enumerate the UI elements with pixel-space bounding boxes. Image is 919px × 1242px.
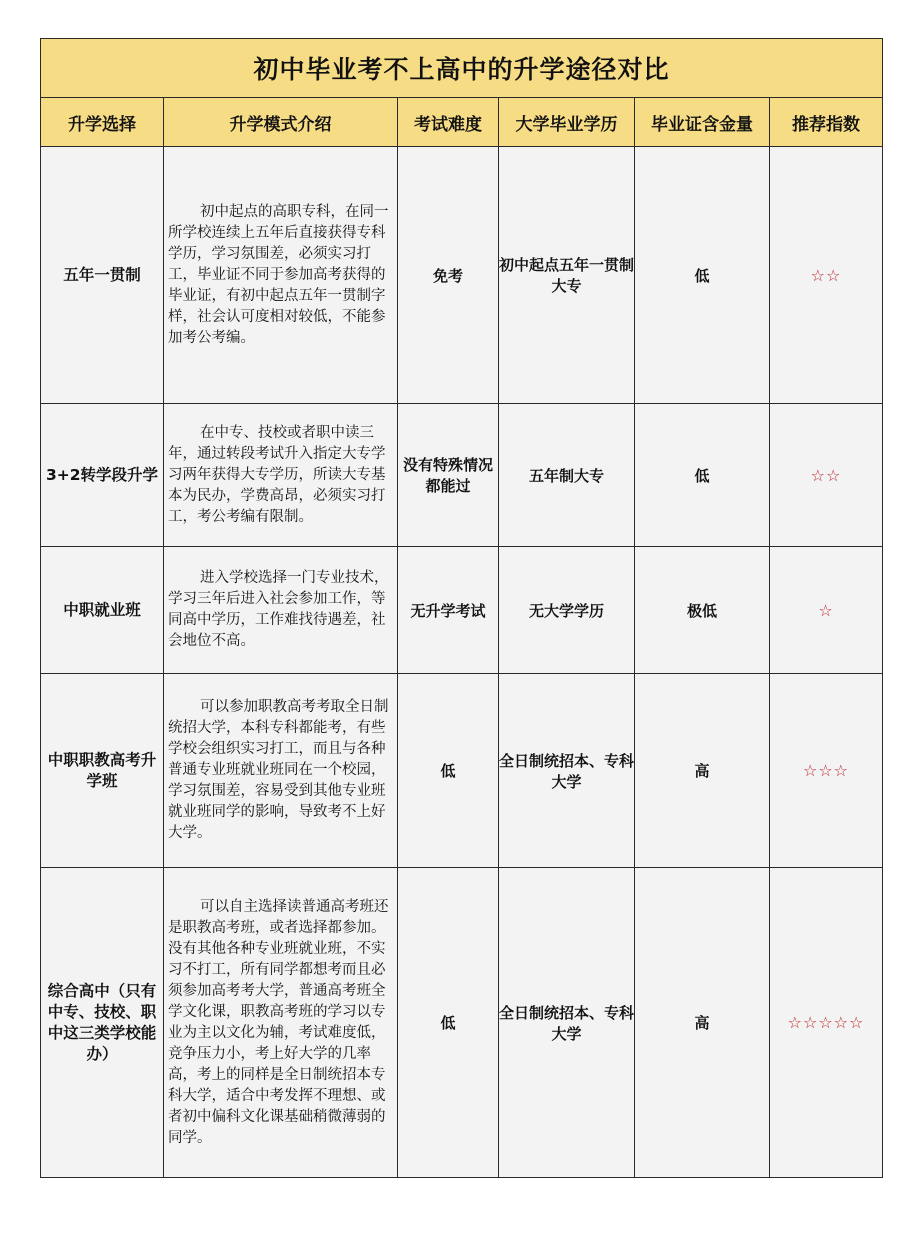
intro-text: 可以参加职教高考考取全日制统招大学，本科专科都能考，有些学校会组织实习打工，而且与各种普通专业班就业班同在一个校园，学习氛围差，容易受到其他专业班就业班同学的影响，导致考不上好大学。 [168, 699, 389, 841]
value-text: 高 [694, 762, 710, 780]
degree-text: 无大学学历 [528, 601, 604, 620]
degree-cell [499, 868, 635, 1178]
value-cell [635, 147, 770, 404]
table-row [41, 868, 883, 1178]
degree-text: 初中起点五年一贯制大专 [499, 256, 635, 295]
value-text: 高 [694, 1014, 710, 1032]
intro-cell [164, 547, 398, 674]
difficulty-text: 低 [440, 1014, 456, 1032]
choice-cell [41, 404, 164, 547]
choice-text: 综合高中（只有中专、技校、职中这三类学校能办） [47, 981, 157, 1063]
value-cell [635, 868, 770, 1178]
difficulty-cell [398, 868, 499, 1178]
value-text: 低 [694, 466, 710, 485]
table-title: 初中毕业考不上高中的升学途径对比 [41, 39, 883, 98]
header-value: 毕业证含金量 [635, 98, 770, 147]
header-row [41, 98, 883, 147]
comparison-document [40, 38, 882, 1178]
difficulty-text: 没有特殊情况都能过 [402, 456, 493, 495]
header-degree: 大学毕业学历 [499, 98, 635, 147]
table-row [41, 547, 883, 674]
degree-text: 五年制大专 [528, 466, 604, 485]
degree-cell [499, 147, 635, 404]
star-rating: ☆☆ [810, 465, 842, 485]
star-rating: ☆☆ [810, 265, 842, 285]
degree-cell [499, 547, 635, 674]
choice-cell [41, 547, 164, 674]
rating-cell [770, 147, 883, 404]
intro-cell [164, 674, 398, 868]
header-rating: 推荐指数 [770, 98, 883, 147]
choice-cell [41, 674, 164, 868]
choice-text: 五年一贯制 [63, 265, 141, 284]
difficulty-cell [398, 547, 499, 674]
choice-cell [41, 868, 164, 1178]
value-text: 极低 [686, 601, 717, 620]
difficulty-text: 低 [440, 762, 456, 780]
choice-text: 中职职教高考升学班 [47, 750, 157, 790]
intro-cell [164, 147, 398, 404]
rating-cell [770, 404, 883, 547]
table-row [41, 147, 883, 404]
value-cell [635, 674, 770, 868]
intro-text: 可以自主选择读普通高考班还是职教高考班，或者选择都参加。没有其他各种专业班就业班，不实习不打工，所有同学都想考而且必须参加高考考大学，普通高考班全学文化课，职教高考班的学习以专业为主以文化为辅，考试难度低，竞争压力小，考上好大学的几率高，考上的同样是全日制统招本专科大学，适合中考发挥不理想、或者初中偏科文化课基础稍微薄弱的同学。 [168, 898, 389, 1146]
value-cell [635, 547, 770, 674]
value-cell [635, 404, 770, 547]
intro-text: 在中专、技校或者职中读三年，通过转段考试升入指定大专学习两年获得大专学历，所读大专基本为民办，学费高昂，必须实习打工，考公考编有限制。 [168, 424, 386, 525]
value-text: 低 [694, 266, 710, 285]
difficulty-cell [398, 147, 499, 404]
degree-text: 全日制统招本、专科大学 [499, 1003, 635, 1043]
difficulty-text: 无升学考试 [410, 601, 486, 620]
header-intro: 升学模式介绍 [164, 98, 398, 147]
intro-cell [164, 868, 398, 1178]
star-rating: ☆☆☆☆☆ [787, 1013, 865, 1032]
table-row [41, 674, 883, 868]
difficulty-cell [398, 404, 499, 547]
comparison-table [40, 38, 883, 1178]
rating-cell [770, 547, 883, 674]
degree-cell [499, 674, 635, 868]
degree-text: 全日制统招本、专科大学 [499, 751, 635, 791]
rating-cell [770, 868, 883, 1178]
rating-cell [770, 674, 883, 868]
header-difficulty: 考试难度 [398, 98, 499, 147]
star-rating: ☆☆☆ [802, 761, 850, 780]
degree-cell [499, 404, 635, 547]
intro-text: 初中起点的高职专科，在同一所学校连续上五年后直接获得专科学历，学习氛围差，必须实习打工，毕业证不同于参加高考获得的毕业证，有初中起点五年一贯制字样，社会认可度相对较低，不能参加考公考编。 [168, 203, 389, 346]
intro-text: 进入学校选择一门专业技术，学习三年后进入社会参加工作，等同高中学历，工作难找待遇差，社会地位不高。 [168, 570, 389, 649]
choice-text: 中职就业班 [63, 600, 141, 619]
header-choice: 升学选择 [41, 98, 164, 147]
table-row [41, 404, 883, 547]
star-rating: ☆ [818, 600, 834, 620]
intro-cell [164, 404, 398, 547]
difficulty-cell [398, 674, 499, 868]
choice-text: 3+2转学段升学 [45, 465, 159, 484]
difficulty-text: 免考 [432, 266, 463, 285]
choice-cell [41, 147, 164, 404]
